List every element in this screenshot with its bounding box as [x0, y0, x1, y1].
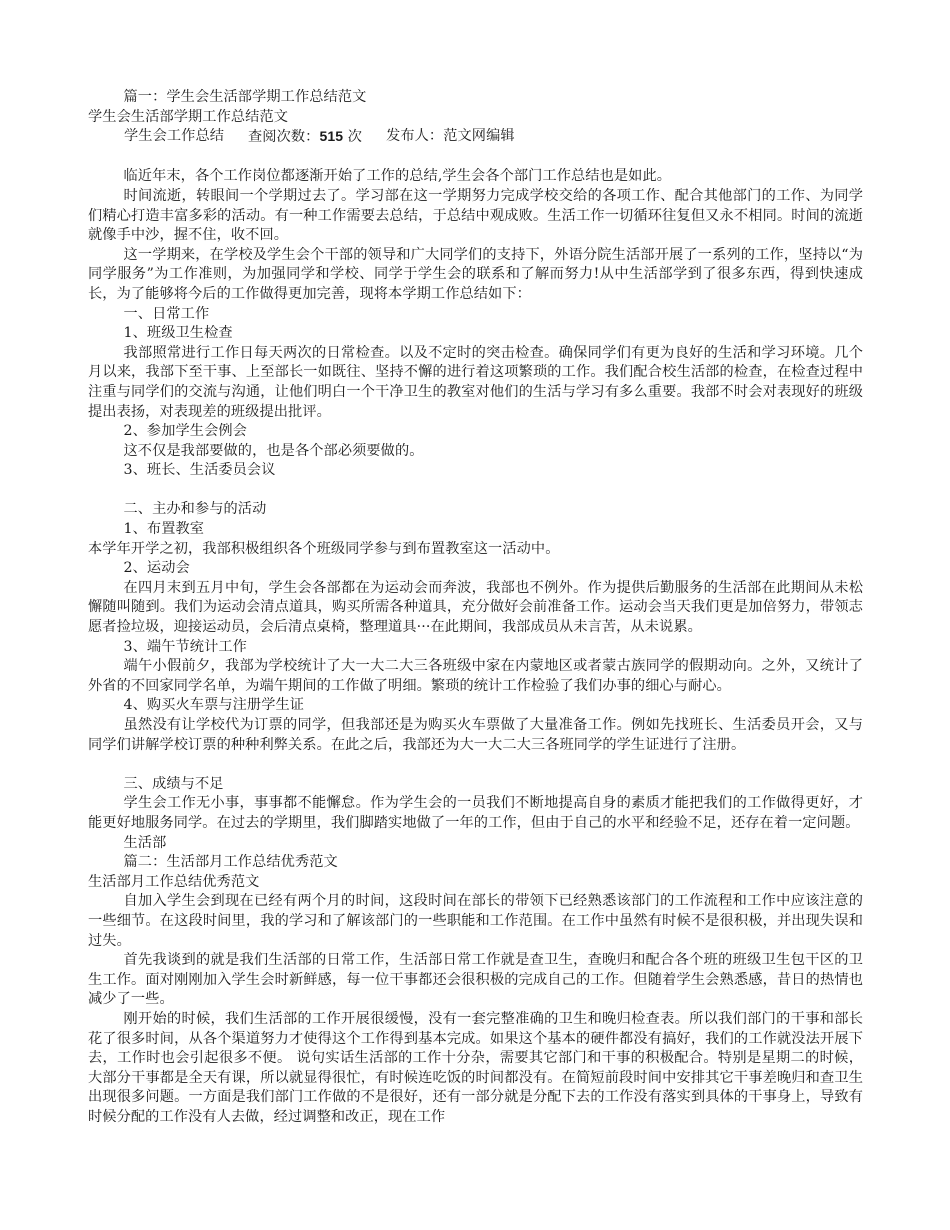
meta-views-label: 查阅次数： [248, 129, 320, 146]
paragraph: 刚开始的时候，我们生活部的工作开展很缓慢，没有一套完整准确的卫生和晚归检查表。所以我们部门的干事和部长花了很多时间，从各个渠道努力才使得这个工作得到基本完成。如果这个基本的硬件都没有搞好，我们的工作就没法开展下去，工作时也会引起很多不便。 说句实话生活部的工作十分杂，需要其它部门和干事的积极配合。特别是星期二的时候，大部分干事都是全天有课，所以就显得很忙，有时候连吃饭的时间都没有。在简短前段时间中安排其它干事差晚归和查卫生出现很多问题。一方面是我们部门工作做的不是很好，还有一部分就是分配下去的工作没有落实到具体的干事身上，导致有时候分配的工作没有人去做，经过调整和改正，现在工作 [88, 1010, 863, 1125]
section-heading: 三、成绩与不足 [123, 775, 224, 792]
paragraph: 我部照常进行工作日每天两次的日常检查。以及不定时的突击检查。确保同学们有更为良好的生活和学习环境。几个月以来，我部下至干事、上至部长一如既往、坚持不懈的进行着这项繁琐的工作。我们配合校生活部的检查，在检查过程中注重与同学们的交流与沟通，让他们明白一个干净卫生的教室对他们的生活与学习有多么重要。我部不时会对表现好的班级提出表扬，对表现差的班级提出批评。 [88, 344, 863, 420]
spacer [88, 148, 863, 168]
section-heading: 一、日常工作 [123, 305, 210, 322]
section-heading: 二、主办和参与的活动 [123, 501, 267, 518]
paragraph: 端午小假前夕，我部为学校统计了大一大二大三各班级中家在内蒙地区或者蒙古族同学的假期动向。之外，又统计了外省的不回家同学名单，为端午期间的工作做了明细。繁琐的统计工作检验了我们办事的细心与耐心。 [88, 658, 863, 694]
subsection-heading: 4、购买火车票与注册学生证 [123, 697, 305, 714]
document-page [88, 88, 863, 1127]
subsection-heading: 2、运动会 [123, 560, 190, 577]
spacer [88, 481, 863, 501]
subsection-heading: 1、布置教室 [123, 521, 205, 538]
paragraph: 这不仅是我部要做的，也是各个部必须要做的。 [123, 442, 424, 459]
signature: 生活部 [123, 834, 167, 851]
subsection-heading: 1、班级卫生检查 [123, 325, 233, 342]
paragraph: 临近年末，各个工作岗位都逐渐开始了工作的总结,学生会各个部门工作总结也是如此。 [123, 168, 672, 185]
article-one-title: 学生会生活部学期工作总结范文 [88, 108, 289, 125]
article-two-heading: 篇二：生活部月工作总结优秀范文 [123, 854, 338, 871]
paragraph: 这一学期来，在学校及学生会个干部的领导和广大同学们的支持下，外语分院生活部开展了一系列的工作，坚持以“为同学服务”为工作准则，为加强同学和学校、同学于学生会的联系和了解而努力!从中生活部学到了很多东西，得到快速成长，为了能够将今后的工作做得更加完善，现将本学期工作总结如下： [88, 246, 863, 302]
article-two-title: 生活部月工作总结优秀范文 [88, 873, 260, 890]
subsection-heading: 3、端午节统计工作 [123, 638, 247, 655]
subsection-heading: 2、参加学生会例会 [123, 423, 247, 440]
subsection-heading: 3、班长、生活委员会议 [123, 462, 276, 479]
paragraph: 虽然没有让学校代为订票的同学，但我部还是为购买火车票做了大量准备工作。例如先找班长、生活委员开会，又与同学们讲解学校订票的种种利弊关系。在此之后，我部还为大一大二大三各班同学的学生证进行了注册。 [88, 717, 863, 753]
meta-views-count: 515 [319, 128, 344, 145]
meta-category: 学生会工作总结 [124, 128, 225, 145]
meta-publisher: 发布人：范文网编辑 [386, 128, 515, 145]
paragraph: 本学年开学之初，我部积极组织各个班级同学参与到布置教室这一活动中。 [88, 540, 560, 557]
paragraph: 首先我谈到的就是我们生活部的日常工作，生活部日常工作就是查卫生，查晚归和配合各个班的班级卫生包干区的卫生工作。面对刚刚加入学生会时新鲜感，每一位干事都还会很积极的完成自己的工作。但随着学生会熟悉感，昔日的热情也减少了一些。 [88, 952, 863, 1008]
meta-views-unit: 次 [347, 129, 363, 146]
paragraph: 自加入学生会到现在已经有两个月的时间，这段时间在部长的带领下已经熟悉该部门的工作流程和工作中应该注意的一些细节。在这段时间里，我的学习和了解该部门的一些职能和工作范围。在工作中虽然有时候不是很积极，并出现失误和过失。 [88, 893, 863, 949]
meta-views [248, 127, 362, 148]
spacer [88, 755, 863, 775]
article-one-heading: 篇一：学生会生活部学期工作总结范文 [123, 89, 367, 105]
paragraph: 学生会工作无小事，事事都不能懈怠。作为学生会的一员我们不断地提高自身的素质才能把我们的工作做得更好，才能更好地服务同学。在过去的学期里，我们脚踏实地做了一年的工作，但由于自己的水平和经验不足，还存在着一定问题。 [88, 795, 863, 831]
paragraph: 在四月末到五月中旬，学生会各部都在为运动会而奔波，我部也不例外。作为提供后勤服务的生活部在此期间从未松懈随叫随到。我们为运动会清点道具，购买所需各种道具，充分做好会前准备工作。运动会当天我们更是加倍努力，带领志愿者捡垃圾，迎接运动员，会后清点桌椅，整理道具···在此期间，我部成员从未言苦，从未说累。 [88, 579, 863, 636]
paragraph: 时间流逝，转眼间一个学期过去了。学习部在这一学期努力完成学校交给的各项工作、配合其他部门的工作、为同学们精心打造丰富多彩的活动。有一种工作需要去总结，于总结中观成败。生活工作一切循环往复但又永不相同。时间的流逝就像手中沙，握不住，收不回。 [88, 187, 863, 244]
article-meta [88, 127, 863, 148]
